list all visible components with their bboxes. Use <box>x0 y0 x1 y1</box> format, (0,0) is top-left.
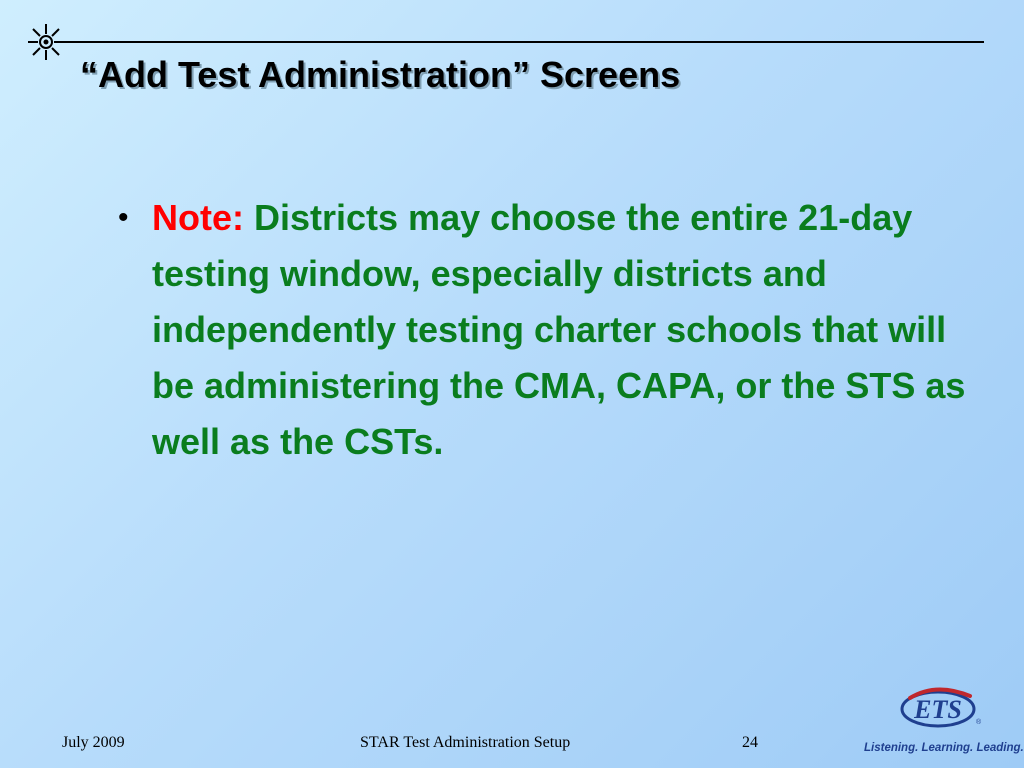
ets-tagline: Listening. Learning. Leading. <box>864 742 1024 754</box>
page-number: 24 <box>742 734 758 751</box>
svg-text:®: ® <box>976 719 982 726</box>
bullet-dot-icon: • <box>118 201 129 234</box>
footer-date: July 2009 <box>62 734 125 751</box>
bullet-list <box>118 190 978 470</box>
bullet-text: Districts may choose the entire 21-day testing window, especially districts and independently testing charter schools that will be administering the CMA, CAPA, or the STS as well as the CSTs. <box>152 197 966 462</box>
bullet-item <box>118 190 978 470</box>
footer-title: STAR Test Administration Setup <box>360 734 571 751</box>
title-divider <box>60 41 984 43</box>
ets-logo-text: ETS <box>914 695 962 724</box>
note-label: Note: <box>152 197 244 238</box>
ets-logo-icon <box>896 684 984 734</box>
slide-title: “Add Test Administration” Screens <box>80 54 681 95</box>
